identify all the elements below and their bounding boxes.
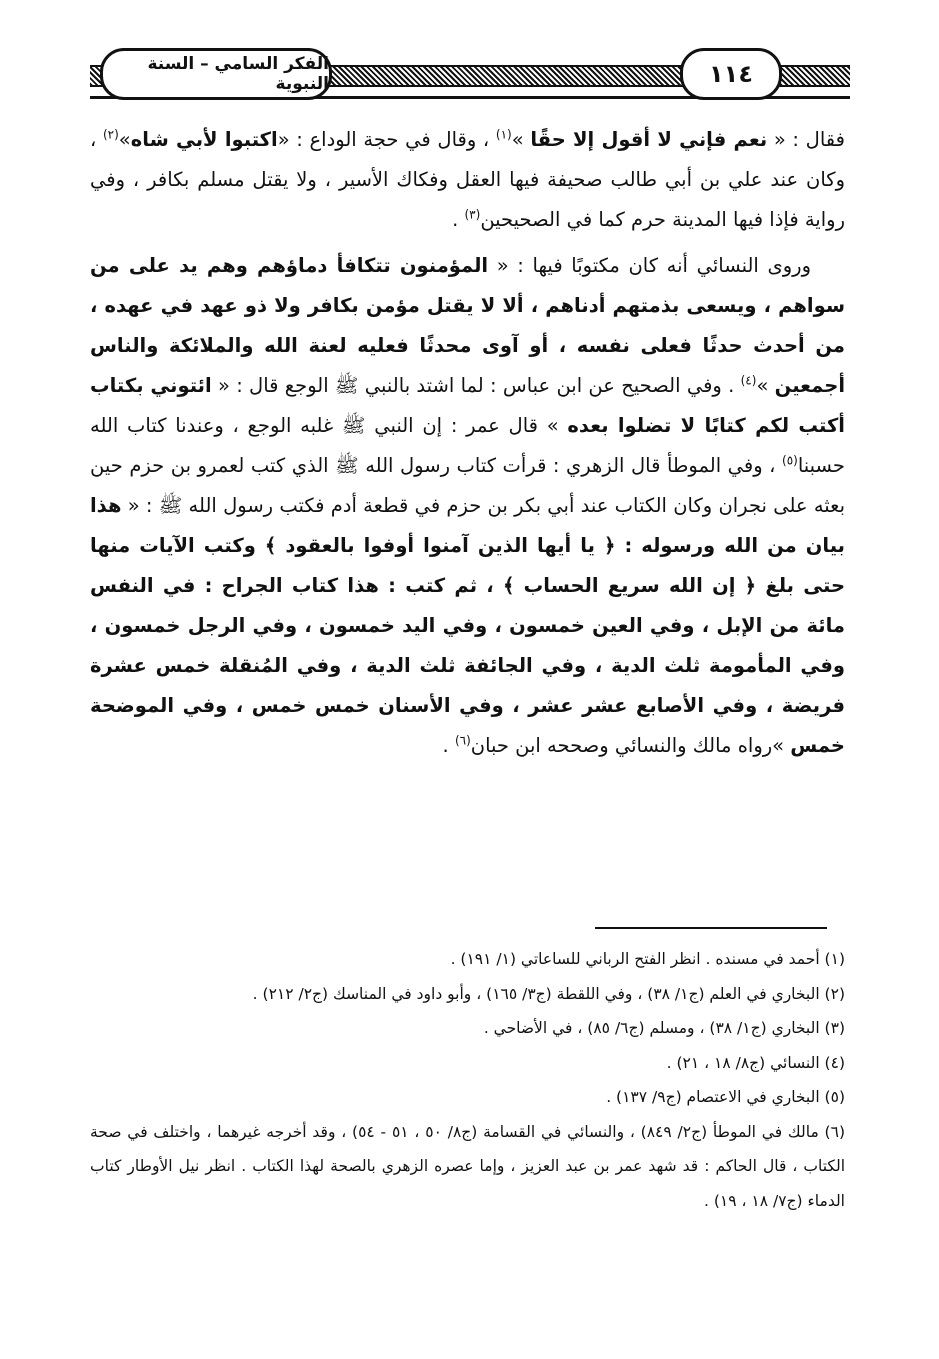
footnote-marker: (١)	[495, 127, 512, 142]
footnote-marker: (٥)	[782, 453, 798, 468]
text-run: .	[442, 734, 455, 757]
footnote-marker: (٦)	[454, 733, 471, 748]
footnote-separator	[595, 927, 827, 929]
paragraph-1	[90, 120, 845, 240]
page-number-cartouche	[680, 48, 782, 100]
footnote-3: (٣) البخاري (ج١/ ٣٨) ، ومسلم (ج٦/ ٨٥) ، في الأضاحي .	[483, 1019, 845, 1037]
text-run: » قال عمر : إن النبي ﷺ غلبه الوجع ، وعندنا كتاب الله حسبنا	[90, 414, 845, 477]
text-run: وروى النسائي أنه كان مكتوبًا فيها : «	[488, 254, 811, 277]
text-run: »رواه مالك والنسائي وصححه ابن حبان	[470, 734, 791, 757]
running-header	[90, 40, 850, 110]
footnote-marker: (٤)	[740, 373, 757, 388]
hadith-quote: ائتوني بكتاب أكتب لكم كتابًا لا تضلوا بعده	[90, 374, 845, 437]
footnote-2: (٢) البخاري في العلم (ج١/ ٣٨) ، وفي اللقطة (ج٣/ ١٦٥) ، وأبو داود في المناسك (ج٢/ ٢١٢) .	[252, 984, 845, 1003]
text-run: .	[452, 208, 465, 231]
text-run: »	[756, 374, 775, 397]
book-title: الفكر السامي – السنة النبوية	[147, 54, 329, 94]
footnote-4: (٤) النسائي (ج٨/ ١٨ ، ٢١) .	[666, 1053, 845, 1072]
hadith-quote: هذا بيان من الله ورسوله : ﴿ يا أيها الذين آمنوا أوفوا بالعقود ﴾ وكتب الآيات منها حتى بلغ ﴿ إن الله سريع الحساب ﴾ ، ثم كتب : هذا كتاب الجراح : في النفس مائة من الإبل ، وفي العين خمسون ، وفي اليد خمسون ، وفي الرجل خمسون ، وفي المأمومة ثلث الدية ، وفي الجائفة ثلث الدية ، وفي المُنقلة خمس عشرة فريضة ، وفي الأصابع عشر عشر ، وفي الأسنان خمس خمس ، وفي الموضحة خمس	[90, 494, 845, 757]
text-run: ، وفي الموطأ قال الزهري : قرأت كتاب رسول الله ﷺ الذي كتب لعمرو بن حزم حين بعثه على نجران وكان الكتاب عند أبي بكر بن حزم في قطعة أدم فكتب رسول الله ﷺ : «	[90, 454, 845, 517]
text-run: ، وكان عند علي بن أبي طالب صحيفة فيها العقل وفكاك الأسير ، ولا يقتل مسلم بكافر ، وفي رواية فإذا فيها المدينة حرم كما في الصحيحين	[90, 128, 845, 231]
footnotes	[90, 942, 845, 1218]
hadith-quote: المؤمنون تتكافأ دماؤهم وهم يد على من سواهم ، ويسعى بذمتهم أدناهم ، ألا لا يقتل مؤمن بكافر ولا ذو عهد في عهده ، من أحدث حدثًا فعلى نفسه ، أو آوى محدثًا فعليه لعنة الله والملائكة والناس أجمعين	[90, 254, 845, 397]
main-text	[90, 120, 845, 772]
book-title-cartouche	[100, 48, 332, 100]
footnote-5: (٥) البخاري في الاعتصام (ج٩/ ١٣٧) .	[606, 1088, 845, 1106]
footnote-marker: (٣)	[464, 207, 481, 222]
footnote-6: (٦) مالك في الموطأ (ج٢/ ٨٤٩) ، والنسائي في القسامة (ج٨/ ٥٠ ، ٥١ - ٥٤) ، وقد أخرجه غيرهما ، واختلف في صحة الكتاب ، قال الحاكم : قد شهد عمر بن عبد العزيز ، وإما عصره الزهري بالصحة لهذا الكتاب . انظر نيل الأوطار كتاب الدماء (ج٧/ ١٨ ، ١٩) .	[90, 1122, 845, 1210]
text-run: فقال : «	[767, 128, 845, 151]
text-run: »	[118, 128, 131, 151]
footnote-1: (١) أحمد في مسنده . انظر الفتح الرباني للساعاتي (١/ ١٩١) .	[450, 950, 845, 968]
hadith-quote: نعم فإني لا أقول إلا حقًا	[530, 128, 768, 151]
page-number: ١١٤	[709, 60, 753, 88]
footnote-marker: (٢)	[102, 127, 119, 142]
text-run: ، وقال في حجة الوداع : «	[277, 128, 496, 151]
paragraph-2	[90, 246, 845, 766]
hadith-quote: اكتبوا لأبي شاه	[130, 128, 278, 151]
text-run: . وفي الصحيح عن ابن عباس : لما اشتد بالنبي ﷺ الوجع قال : «	[211, 374, 741, 397]
text-run: »	[511, 128, 531, 151]
